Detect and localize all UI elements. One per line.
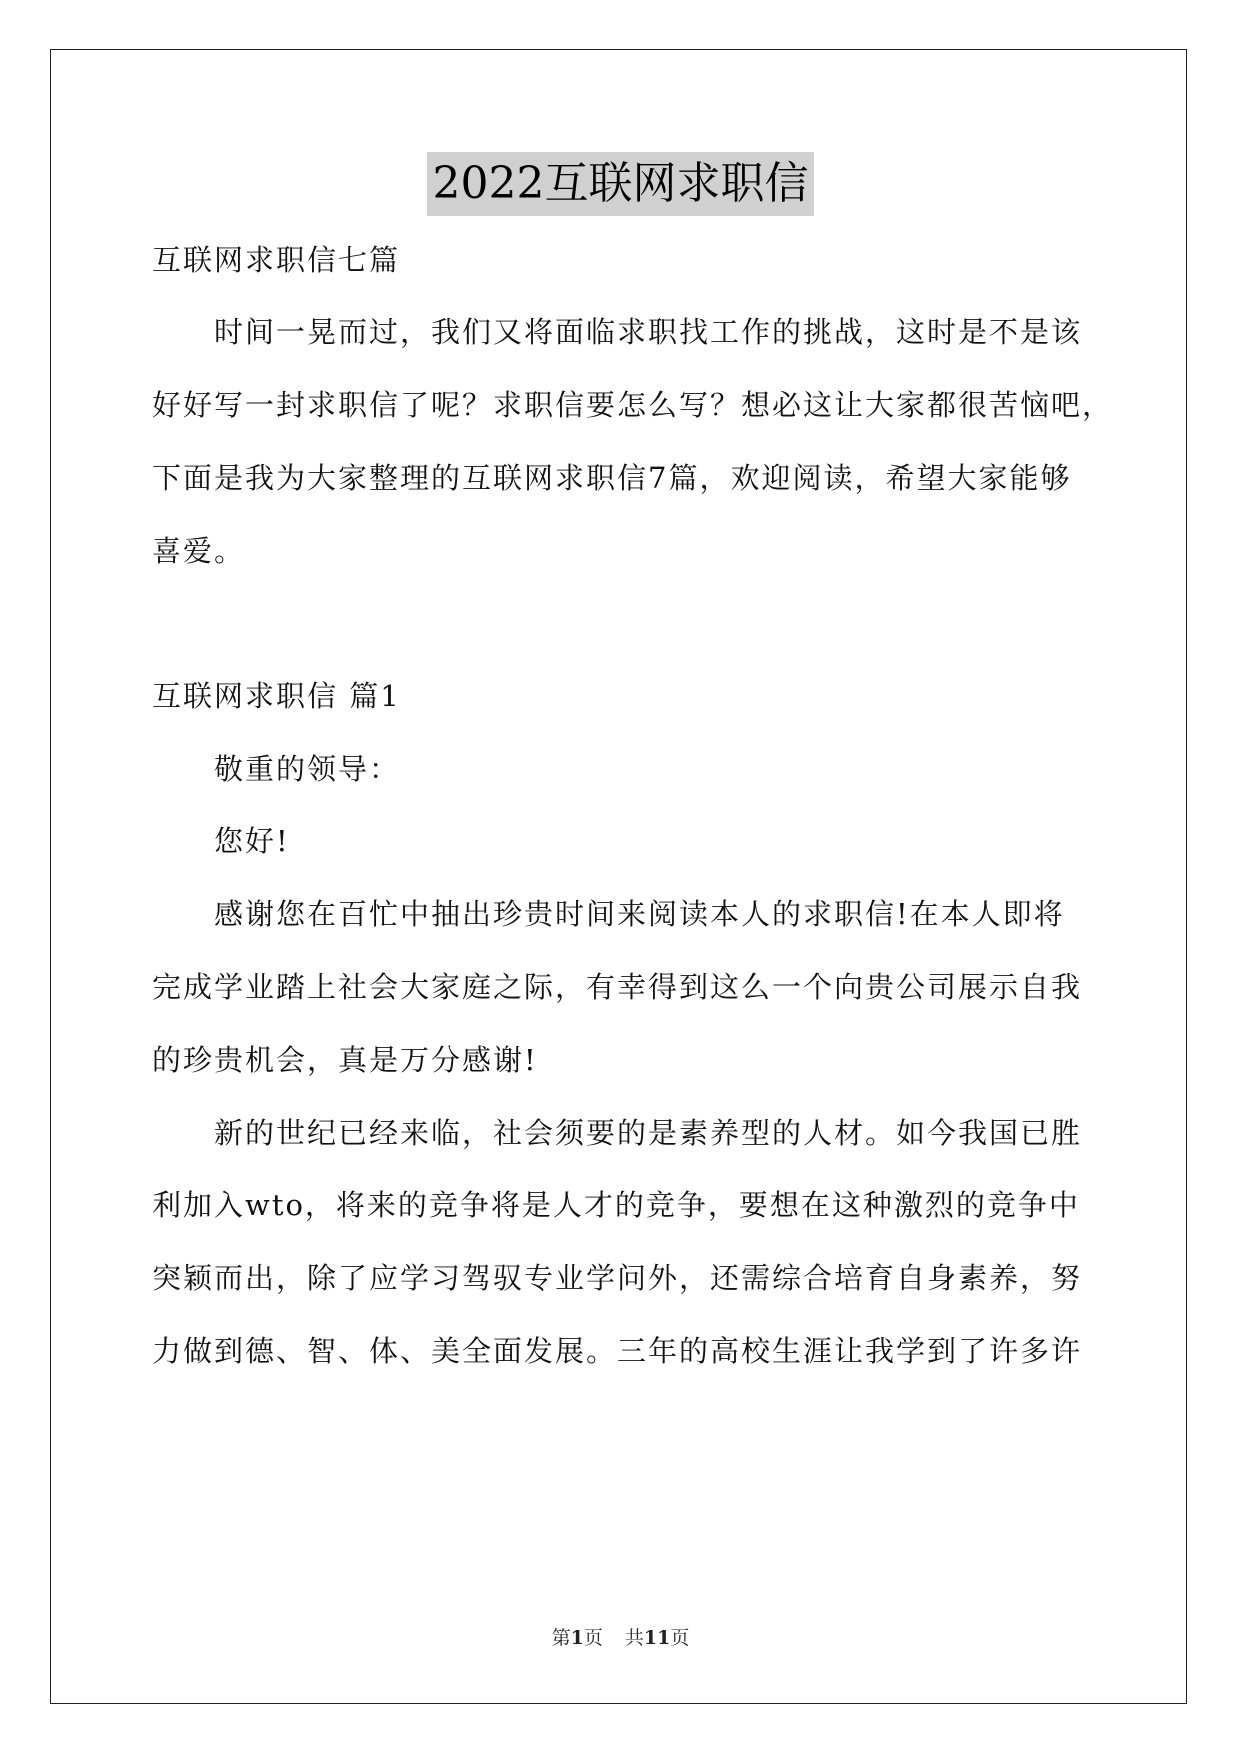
subtitle: 互联网求职信七篇: [152, 243, 401, 277]
total-suffix: 页: [670, 1627, 690, 1649]
paragraph-line: 的珍贵机会，真是万分感谢!: [152, 1043, 538, 1077]
intro-line: 好好写一封求职信了呢？求职信要怎么写？想必这让大家都很苦恼吧，: [152, 388, 1114, 422]
intro-line: 时间一晃而过，我们又将面临求职找工作的挑战，这时是不是该: [214, 315, 1083, 349]
page-current: 1: [570, 1627, 584, 1649]
section-heading: 互联网求职信 篇1: [152, 679, 401, 713]
intro-line: 下面是我为大家整理的互联网求职信7篇，欢迎阅读，希望大家能够: [152, 461, 1072, 495]
paragraph-line: 新的世纪已经来临，社会须要的是素养型的人材。如今我国已胜: [214, 1116, 1083, 1150]
page-border: [50, 49, 1187, 1704]
paragraph-line: 感谢您在百忙中抽出珍贵时间来阅读本人的求职信!在本人即将: [214, 897, 1065, 931]
paragraph-line: 利加入wto，将来的竞争将是人才的竞争，要想在这种激烈的竞争中: [152, 1188, 1080, 1222]
document-title: 2022互联网求职信: [427, 152, 815, 216]
title-container: [0, 152, 1241, 216]
page-footer: [0, 1625, 1241, 1651]
paragraph-line: 突颖而出，除了应学习驾驭专业学问外，还需综合培育自身素养，努: [152, 1261, 1083, 1295]
salutation: 敬重的领导：: [214, 752, 401, 786]
intro-line: 喜爱。: [152, 534, 246, 568]
paragraph-line: 力做到德、智、体、美全面发展。三年的高校生涯让我学到了许多许: [152, 1334, 1083, 1368]
page-suffix: 页: [583, 1627, 603, 1649]
greeting: 您好!: [214, 824, 290, 858]
paragraph-line: 完成学业踏上社会大家庭之际，有幸得到这么一个向贵公司展示自我: [152, 970, 1083, 1004]
page-prefix: 第: [551, 1627, 571, 1649]
total-prefix: 共: [624, 1627, 644, 1649]
page-total: 11: [643, 1627, 671, 1649]
